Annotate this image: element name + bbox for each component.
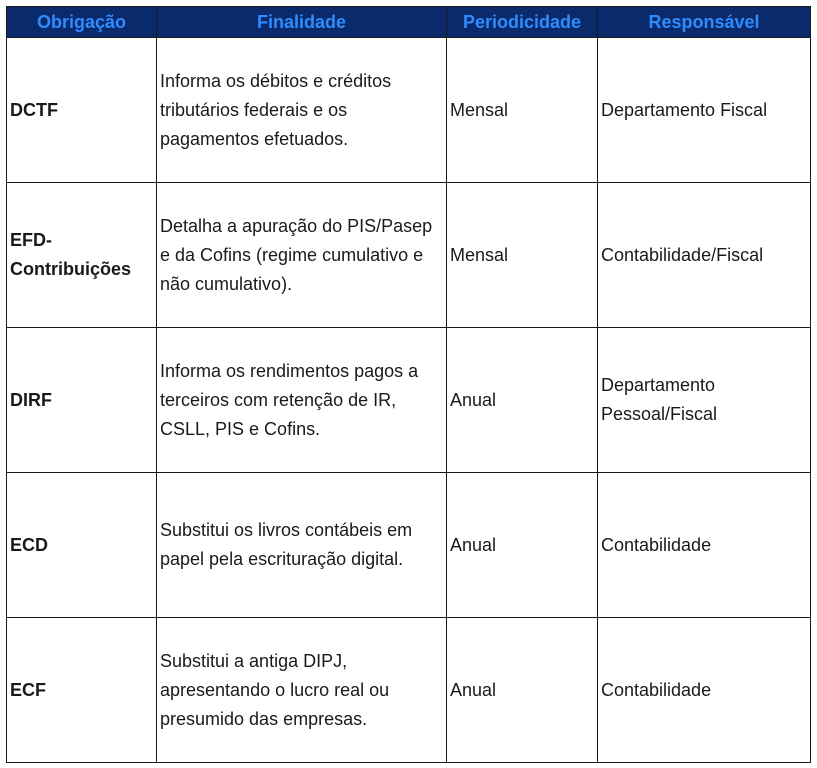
table-row [7, 473, 811, 618]
purpose-cell: Informa os débitos e créditos tributários federais e os pagamentos efetuados. [157, 38, 447, 183]
table-row [7, 618, 811, 763]
table-row [7, 38, 811, 183]
obligation-cell: EFD-Contribuições [7, 183, 157, 328]
table-row [7, 183, 811, 328]
header-purpose: Finalidade [157, 7, 447, 38]
periodicity-cell: Mensal [447, 183, 598, 328]
table-row [7, 328, 811, 473]
periodicity-cell: Anual [447, 328, 598, 473]
header-responsible: Responsável [598, 7, 811, 38]
obligation-cell: ECD [7, 473, 157, 618]
periodicity-cell: Anual [447, 473, 598, 618]
responsible-cell: Contabilidade [598, 473, 811, 618]
responsible-cell: Contabilidade/Fiscal [598, 183, 811, 328]
obligation-cell: DCTF [7, 38, 157, 183]
purpose-cell: Detalha a apuração do PIS/Pasep e da Cofins (regime cumulativo e não cumulativo). [157, 183, 447, 328]
obligation-cell: ECF [7, 618, 157, 763]
responsible-cell: Contabilidade [598, 618, 811, 763]
header-periodicity: Periodicidade [447, 7, 598, 38]
obligation-cell: DIRF [7, 328, 157, 473]
periodicity-cell: Mensal [447, 38, 598, 183]
header-row [7, 7, 811, 38]
obligations-table [6, 6, 811, 763]
purpose-cell: Substitui a antiga DIPJ, apresentando o lucro real ou presumido das empresas. [157, 618, 447, 763]
periodicity-cell: Anual [447, 618, 598, 763]
header-obligation: Obrigação [7, 7, 157, 38]
purpose-cell: Informa os rendimentos pagos a terceiros com retenção de IR, CSLL, PIS e Cofins. [157, 328, 447, 473]
purpose-cell: Substitui os livros contábeis em papel pela escrituração digital. [157, 473, 447, 618]
responsible-cell: Departamento Pessoal/Fiscal [598, 328, 811, 473]
responsible-cell: Departamento Fiscal [598, 38, 811, 183]
